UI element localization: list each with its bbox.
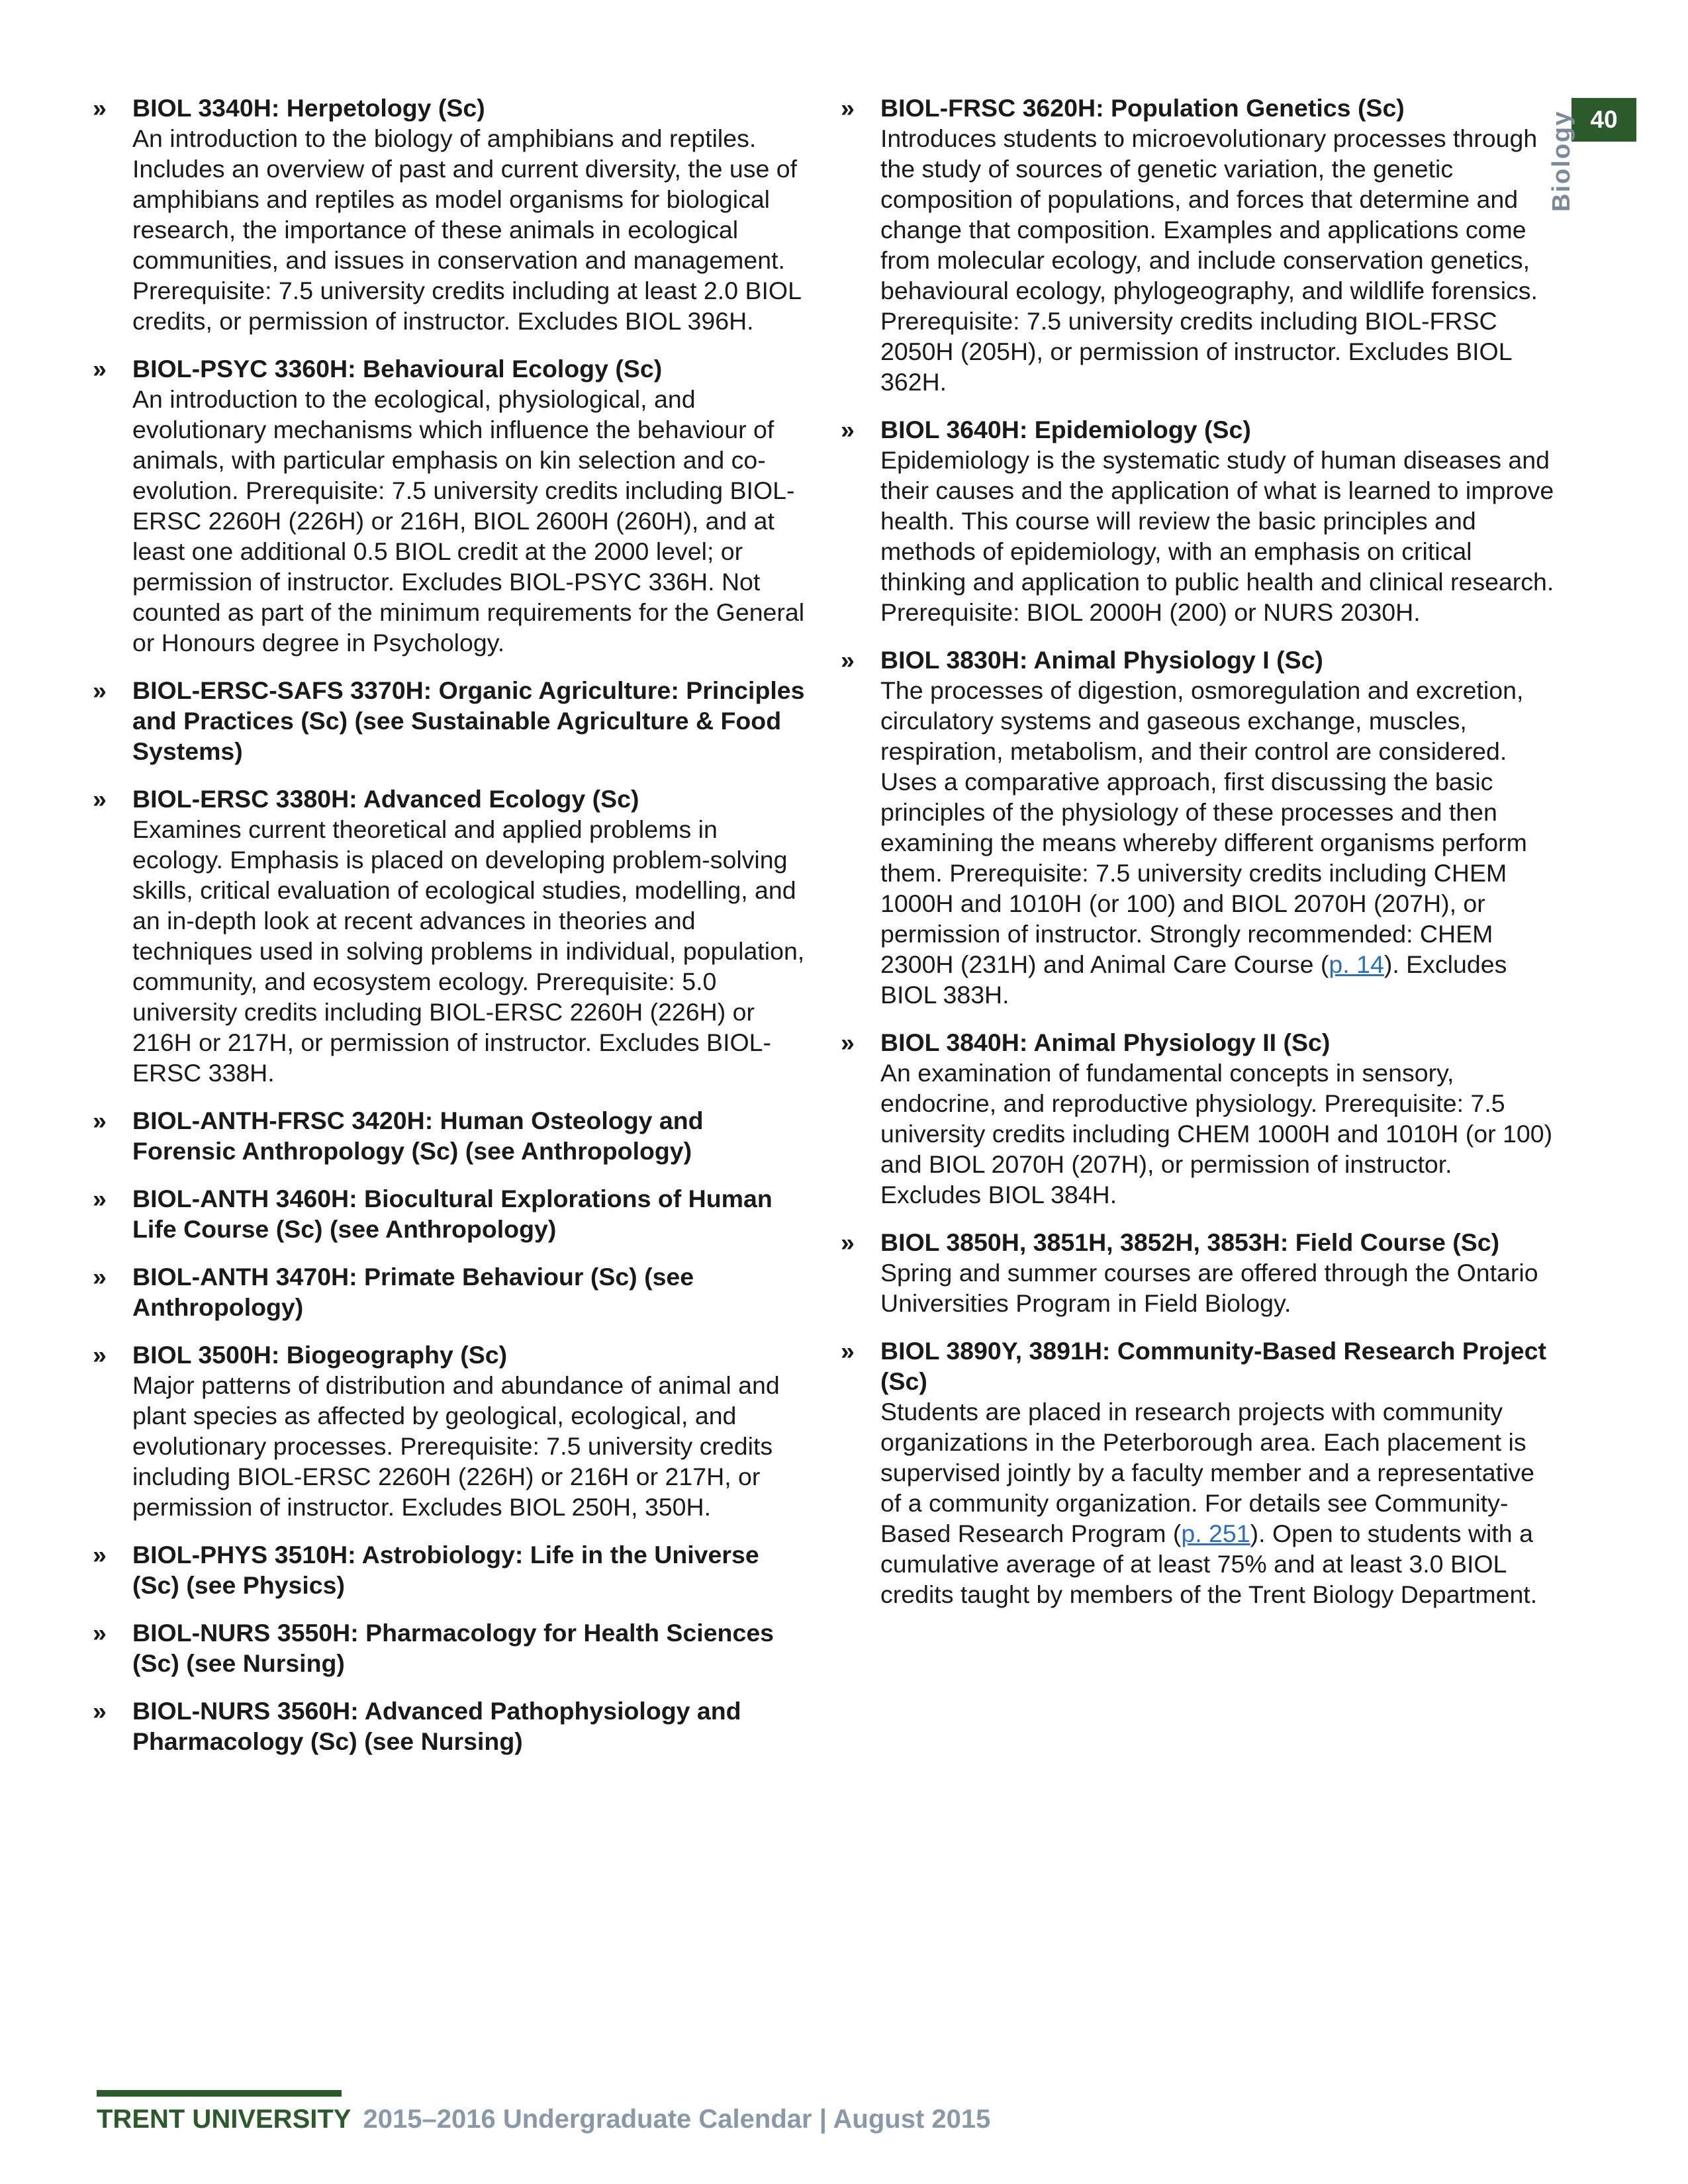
- course-description: An introduction to the biology of amphibians and reptiles. Includes an overview of past and current diversity, the use of amphibians and reptiles as model organisms for biological research, the importance of these animals in ecological communities, and issues in conservation and management. Prerequisite: 7.5 university credits including at least 2.0 BIOL credits, or permission of instructor. Excludes BIOL 396H.: [132, 124, 801, 335]
- footer-university: TRENT UNIVERSITY: [97, 2105, 352, 2134]
- description-text: Students are placed in research projects with community organizations in the Peterborough area. Each placement is supervised jointly by a faculty member and a representative of a community organization. For details see Community-Based Research Program (: [880, 1398, 1535, 1547]
- course-entry: [93, 784, 808, 1088]
- course-entry: [841, 93, 1556, 397]
- description-text: ). Excludes BIOL 383H.: [880, 950, 1507, 1009]
- course-title: BIOL-PHYS 3510H: Astrobiology: Life in the Universe (Sc) (see Physics): [132, 1541, 759, 1599]
- footer: [97, 2105, 990, 2134]
- course-title: BIOL 3500H: Biogeography (Sc): [132, 1341, 508, 1369]
- course-description: Major patterns of distribution and abundance of animal and plant species as affected by geological, ecological, and evolutionary processes. Prerequisite: 7.5 university credits including BIOL-ERSC 2260H (226H) or 216H or 217H, or permission of instructor. Excludes BIOL 250H, 350H.: [132, 1371, 780, 1521]
- course-entry: [841, 1336, 1556, 1610]
- course-title: BIOL-NURS 3550H: Pharmacology for Health Sciences (Sc) (see Nursing): [132, 1619, 774, 1677]
- course-entry: [93, 1617, 808, 1678]
- course-description: Spring and summer courses are offered through the Ontario Universities Program in Field Biology.: [880, 1259, 1538, 1317]
- course-title: BIOL-ANTH 3470H: Primate Behaviour (Sc) (see Anthropology): [132, 1263, 694, 1321]
- bullet-icon: »: [93, 1697, 107, 1725]
- course-entry: [93, 1261, 808, 1322]
- course-entry: [841, 414, 1556, 627]
- description-text: ). Open to students with a cumulative average of at least 75% and at least 3.0 BIOL credits taught by members of the Trent Biology Department.: [880, 1520, 1538, 1608]
- course-entry: [93, 353, 808, 658]
- section-label: Biology: [1548, 110, 1575, 212]
- page-number-badge: 40: [1571, 98, 1636, 142]
- course-entry: [93, 675, 808, 766]
- bullet-icon: »: [841, 94, 855, 122]
- course-entry: [93, 93, 808, 336]
- bullet-icon: »: [93, 676, 107, 704]
- course-description: Introduces students to microevolutionary processes through the study of sources of genetic variation, the genetic composition of populations, and forces that determine and change that composition. Examples and applications come from molecular ecology, and include conservation genetics, behavioural ecology, phylogeography, and wildlife forensics. Prerequisite: 7.5 university credits including BIOL-FRSC 2050H (205H), or permission of instructor. Excludes BIOL 362H.: [880, 124, 1538, 396]
- course-title: BIOL 3840H: Animal Physiology II (Sc): [880, 1028, 1331, 1056]
- bullet-icon: »: [841, 1028, 855, 1056]
- bullet-icon: »: [93, 1185, 107, 1212]
- footer-rule: [97, 2090, 342, 2097]
- bullet-icon: »: [93, 785, 107, 813]
- bullet-icon: »: [93, 355, 107, 383]
- course-title: BIOL-ANTH 3460H: Biocultural Explorations of Human Life Course (Sc) (see Anthropology): [132, 1185, 773, 1243]
- course-entry: [841, 1227, 1556, 1318]
- course-entry: [93, 1539, 808, 1600]
- course-title: BIOL-PSYC 3360H: Behavioural Ecology (Sc): [132, 355, 663, 383]
- bullet-icon: »: [841, 1337, 855, 1365]
- course-title: BIOL 3850H, 3851H, 3852H, 3853H: Field Course (Sc): [880, 1228, 1500, 1256]
- course-title: BIOL 3640H: Epidemiology (Sc): [880, 416, 1251, 443]
- course-entry: [93, 1696, 808, 1756]
- course-title: BIOL 3890Y, 3891H: Community-Based Research Project (Sc): [880, 1337, 1546, 1395]
- course-description: Epidemiology is the systematic study of human diseases and their causes and the application of what is learned to improve health. This course will review the basic principles and methods of epidemiology, with an emphasis on critical thinking and application to public health and clinical research. Prerequisite: BIOL 2000H (200) or NURS 2030H.: [880, 446, 1554, 626]
- course-title: BIOL-ERSC 3380H: Advanced Ecology (Sc): [132, 785, 639, 813]
- course-description: An examination of fundamental concepts in sensory, endocrine, and reproductive physiology. Prerequisite: 7.5 university credits including CHEM 1000H and 1010H (or 100) and BIOL 2070H (207H), or permission of instructor. Excludes BIOL 384H.: [880, 1059, 1553, 1208]
- course-title: BIOL-ERSC-SAFS 3370H: Organic Agriculture: Principles and Practices (Sc) (see Sustainable Agriculture & Food Systems): [132, 676, 805, 765]
- course-description: [880, 675, 1556, 1010]
- page-link[interactable]: p. 14: [1329, 950, 1384, 978]
- course-description: [880, 1396, 1556, 1610]
- bullet-icon: »: [841, 1228, 855, 1256]
- bullet-icon: »: [93, 1263, 107, 1291]
- bullet-icon: »: [93, 94, 107, 122]
- course-description: An introduction to the ecological, physiological, and evolutionary mechanisms which influence the behaviour of animals, with particular emphasis on kin selection and co-evolution. Prerequisite: 7.5 university credits including BIOL-ERSC 2260H (226H) or 216H, BIOL 2600H (260H), and at least one additional 0.5 BIOL credit at the 2000 level; or permission of instructor. Excludes BIOL-PSYC 336H. Not counted as part of the minimum requirements for the General or Honours degree in Psychology.: [132, 385, 805, 657]
- bullet-icon: »: [93, 1107, 107, 1134]
- left-column: [93, 93, 808, 1774]
- right-column: [841, 93, 1556, 1627]
- course-description: Examines current theoretical and applied problems in ecology. Emphasis is placed on developing problem-solving skills, critical evaluation of ecological studies, modelling, and an in-depth look at recent advances in theories and techniques used in solving problems in individual, population, community, and ecosystem ecology. Prerequisite: 5.0 university credits including BIOL-ERSC 2260H (226H) or 216H or 217H, or permission of instructor. Excludes BIOL-ERSC 338H.: [132, 815, 805, 1087]
- footer-calendar: 2015–2016 Undergraduate Calendar | August 2015: [363, 2105, 991, 2134]
- bullet-icon: »: [93, 1541, 107, 1569]
- course-title: BIOL 3830H: Animal Physiology I (Sc): [880, 646, 1323, 674]
- bullet-icon: »: [93, 1619, 107, 1647]
- page-link[interactable]: p. 251: [1181, 1520, 1250, 1547]
- course-entry: [93, 1183, 808, 1244]
- course-title: BIOL-FRSC 3620H: Population Genetics (Sc): [880, 94, 1405, 122]
- course-entry: [93, 1105, 808, 1166]
- description-text: The processes of digestion, osmoregulation and excretion, circulatory systems and gaseous exchange, muscles, respiration, metabolism, and their control are considered. Uses a comparative approach, first discussing the basic principles of the physiology of these processes and then examining the means whereby different organisms perform them. Prerequisite: 7.5 university credits including CHEM 1000H and 1010H (or 100) and BIOL 2070H (207H), or permission of instructor. Strongly recommended: CHEM 2300H (231H) and Animal Care Course (: [880, 676, 1527, 978]
- bullet-icon: »: [841, 416, 855, 443]
- bullet-icon: »: [93, 1341, 107, 1369]
- course-entry: [841, 645, 1556, 1010]
- course-title: BIOL-NURS 3560H: Advanced Pathophysiology and Pharmacology (Sc) (see Nursing): [132, 1697, 741, 1755]
- course-entry: [841, 1027, 1556, 1210]
- course-title: BIOL 3340H: Herpetology (Sc): [132, 94, 485, 122]
- course-title: BIOL-ANTH-FRSC 3420H: Human Osteology and Forensic Anthropology (Sc) (see Anthropology): [132, 1107, 704, 1165]
- bullet-icon: »: [841, 646, 855, 674]
- course-entry: [93, 1340, 808, 1522]
